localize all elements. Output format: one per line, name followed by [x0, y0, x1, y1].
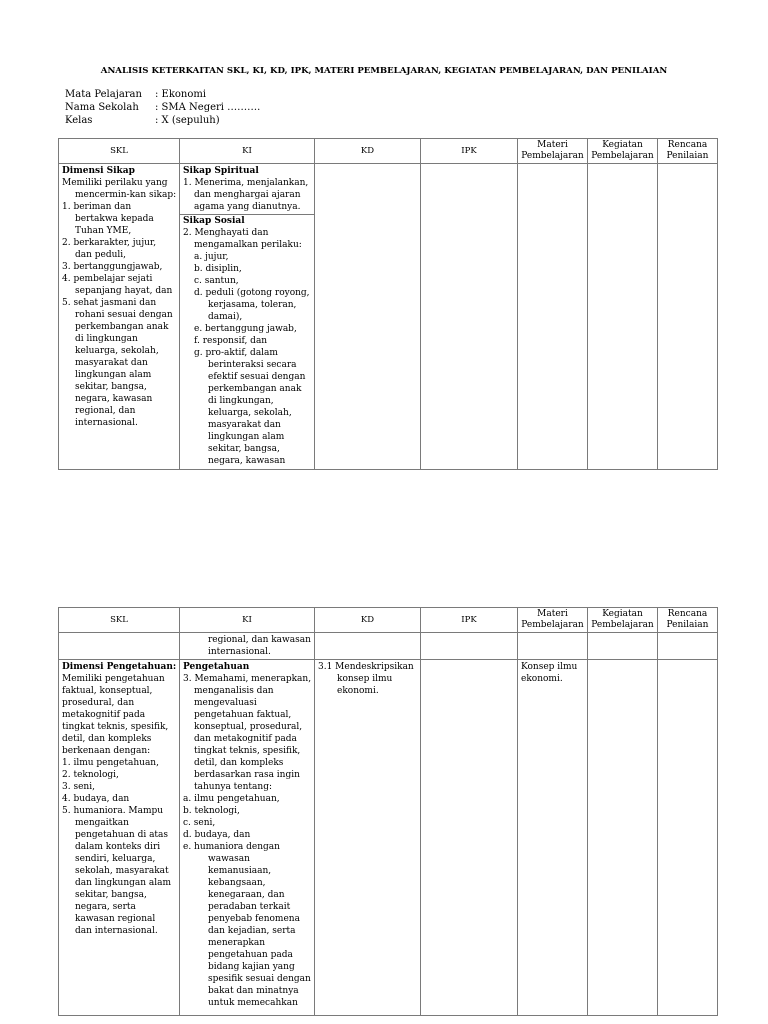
text-line: menerapkan [208, 938, 266, 948]
table-row [59, 164, 718, 470]
cell-rencana-sikap [658, 164, 718, 470]
text-line: internasional. [208, 647, 271, 657]
text-line: regional, dan [75, 406, 136, 416]
text-line: prosedural, dan [62, 698, 135, 708]
table-row [59, 660, 718, 1016]
cell-skl-sikap [59, 164, 180, 470]
text-line: ekonomi. [337, 686, 379, 696]
text-line: sekitar, bangsa, [75, 382, 147, 392]
cell-kegiatan-sikap [588, 164, 658, 470]
text-line: konseptual, prosedural, [194, 722, 303, 732]
header-ipk: IPK [421, 608, 518, 633]
text-line: 4. pembelajar sejati [62, 274, 153, 284]
text-line: efektif sesuai dengan [208, 372, 306, 382]
text-line: Dimensi Sikap [62, 166, 135, 176]
text-line: e. humaniora dengan [183, 842, 280, 852]
text-line: a. ilmu pengetahuan, [183, 794, 280, 804]
text-line: masyarakat dan [208, 420, 281, 430]
cell-ipk-cont [421, 633, 518, 660]
text-line: 3. bertanggungjawab, [62, 262, 163, 272]
meta-row [65, 101, 260, 114]
text-line: tingkat teknis, spesifik, [194, 746, 301, 756]
ki-sosial-block [180, 214, 314, 467]
header-text: Kegiatan [602, 140, 643, 150]
text-line: damai), [208, 312, 243, 322]
cell-kegiatan-pengetahuan [588, 660, 658, 1016]
cell-ki-cont [180, 633, 315, 660]
header-text: Pembelajaran [521, 620, 584, 630]
text-line: b. disiplin, [194, 264, 242, 274]
text-line: sendiri, keluarga, [75, 854, 156, 864]
text-line: Sikap Spiritual [183, 166, 259, 176]
header-text: Materi [537, 140, 568, 150]
text-line: d. peduli (gotong royong, [194, 288, 310, 298]
header-rencana [658, 139, 718, 164]
text-line: berkenaan dengan: [62, 746, 151, 756]
header-kegiatan [588, 608, 658, 633]
text-line: Dimensi Pengetahuan: [62, 662, 177, 672]
text-line: rohani sesuai dengan [75, 310, 173, 320]
text-line: kemanusiaan, [208, 866, 272, 876]
text-line: 4. budaya, dan [62, 794, 130, 804]
text-line: Tuhan YME, [75, 226, 132, 236]
meta-row [65, 88, 260, 101]
text-line: peradaban terkait [208, 902, 291, 912]
header-skl: SKL [59, 608, 180, 633]
analysis-table-2 [58, 607, 718, 1016]
cell-kd-cont [315, 633, 421, 660]
meta-label: Mata Pelajaran [65, 89, 142, 100]
text-line: bertakwa kepada [75, 214, 154, 224]
meta-row [65, 114, 260, 127]
text-line: regional, dan kawasan [208, 635, 311, 645]
text-line: dan kejadian, serta [208, 926, 296, 936]
cell-kegiatan-cont [588, 633, 658, 660]
text-line: menganalisis dan [194, 686, 274, 696]
cell-rencana-cont [658, 633, 718, 660]
text-line: g. pro-aktif, dalam [194, 348, 278, 358]
text-line: pengetahuan di atas [75, 830, 169, 840]
text-line: wawasan [208, 854, 250, 864]
text-line: 5. sehat jasmani dan [62, 298, 157, 308]
text-line: 5. humaniora. Mampu [62, 806, 164, 816]
text-line: e. bertanggung jawab, [194, 324, 297, 334]
text-line: 2. teknologi, [62, 770, 119, 780]
cell-ipk-sikap [421, 164, 518, 470]
text-line: agama yang dianutnya. [194, 202, 301, 212]
text-line: a. jujur, [194, 252, 229, 262]
text-line: dan lingkungan alam [75, 878, 172, 888]
text-line: kenegaraan, dan [208, 890, 285, 900]
document-meta [65, 88, 260, 127]
text-line: 2. berkarakter, jujur, [62, 238, 157, 248]
cell-materi-pengetahuan [518, 660, 588, 1016]
text-line: mengaitkan [75, 818, 129, 828]
header-materi [518, 139, 588, 164]
document-title: ANALISIS KETERKAITAN SKL, KI, KD, IPK, MATERI PEMBELAJARAN, KEGIATAN PEMBELAJARAN, DAN PENILAIAN [100, 66, 668, 76]
text-line: Memiliki pengetahuan [62, 674, 165, 684]
header-rencana [658, 608, 718, 633]
header-ki: KI [180, 139, 315, 164]
text-line: 3. Memahami, menerapkan, [183, 674, 312, 684]
text-line: negara, kawasan [208, 456, 286, 466]
text-line: 1. Menerima, menjalankan, [183, 178, 309, 188]
text-line: perkembangan anak [208, 384, 302, 394]
header-kd: KD [315, 608, 421, 633]
text-line: berinteraksi secara [208, 360, 297, 370]
text-line: metakognitif pada [62, 710, 146, 720]
text-line: keluarga, sekolah, [75, 346, 159, 356]
header-text: Penilaian [666, 620, 709, 630]
text-line: negara, kawasan [75, 394, 153, 404]
text-line: masyarakat dan [75, 358, 148, 368]
meta-value: : Ekonomi [155, 89, 207, 100]
text-line: c. santun, [194, 276, 239, 286]
meta-value: : X (sepuluh) [155, 115, 220, 126]
text-line: pengetahuan pada [208, 950, 293, 960]
meta-label: Kelas [65, 115, 93, 126]
text-line: spesifik sesuai dengan [208, 974, 311, 984]
meta-label: Nama Sekolah [65, 102, 139, 113]
text-line: dan peduli, [75, 250, 127, 260]
text-line: c. seni, [183, 818, 216, 828]
text-line: 1. ilmu pengetahuan, [62, 758, 159, 768]
text-line: dan metakognitif pada [194, 734, 297, 744]
text-line: keluarga, sekolah, [208, 408, 292, 418]
table-row [59, 633, 718, 660]
header-row [59, 139, 718, 164]
text-line: tingkat teknis, spesifik, [62, 722, 169, 732]
header-text: Pembelajaran [591, 620, 654, 630]
cell-ki-pengetahuan [180, 660, 315, 1016]
text-line: Konsep ilmu [521, 662, 578, 672]
meta-value: : SMA Negeri ………. [155, 102, 261, 113]
header-text: Penilaian [666, 151, 709, 161]
cell-kd-sikap [315, 164, 421, 470]
header-text: Materi [537, 609, 568, 619]
text-line: sekitar, bangsa, [75, 890, 147, 900]
header-ipk: IPK [421, 139, 518, 164]
cell-skl-pengetahuan [59, 660, 180, 1016]
text-line: mencermin-kan sikap: [75, 190, 177, 200]
text-line: b. teknologi, [183, 806, 240, 816]
cell-kd-pengetahuan [315, 660, 421, 1016]
header-text: Pembelajaran [521, 151, 584, 161]
text-line: lingkungan alam [208, 432, 285, 442]
text-line: sepanjang hayat, dan [75, 286, 173, 296]
text-line: mengamalkan perilaku: [194, 240, 302, 250]
analysis-table-1 [58, 138, 718, 470]
text-line: dan internasional. [75, 926, 158, 936]
text-line: Pengetahuan [183, 662, 250, 672]
text-line: bidang kajian yang [208, 962, 295, 972]
text-line: 3.1 Mendeskripsikan [318, 662, 414, 672]
cell-skl-cont [59, 633, 180, 660]
header-kd: KD [315, 139, 421, 164]
header-text: Kegiatan [602, 609, 643, 619]
text-line: kebangsaan, [208, 878, 266, 888]
text-line: dalam konteks diri [75, 842, 161, 852]
text-line: di lingkungan [75, 334, 138, 344]
text-line: di lingkungan, [208, 396, 274, 406]
header-kegiatan [588, 139, 658, 164]
header-text: Pembelajaran [591, 151, 654, 161]
text-line: berdasarkan rasa ingin [194, 770, 300, 780]
cell-materi-sikap [518, 164, 588, 470]
cell-rencana-pengetahuan [658, 660, 718, 1016]
text-line: ekonomi. [521, 674, 563, 684]
text-line: kawasan regional [75, 914, 156, 924]
text-line: negara, serta [75, 902, 136, 912]
text-line: bakat dan minatnya [208, 986, 299, 996]
text-line: Sikap Sosial [183, 216, 245, 226]
text-line: 2. Menghayati dan [183, 228, 269, 238]
text-line: mengevaluasi [194, 698, 257, 708]
text-line: detil, dan kompleks [194, 758, 284, 768]
text-line: perkembangan anak [75, 322, 169, 332]
header-text: Rencana [667, 609, 708, 619]
header-row [59, 608, 718, 633]
text-line: sekitar, bangsa, [208, 444, 280, 454]
text-line: d. budaya, dan [183, 830, 251, 840]
text-line: kerjasama, toleran, [208, 300, 297, 310]
text-line: 3. seni, [62, 782, 95, 792]
text-line: faktual, konseptual, [62, 686, 153, 696]
cell-materi-cont [518, 633, 588, 660]
text-line: dan menghargai ajaran [194, 190, 301, 200]
header-text: Rencana [667, 140, 708, 150]
text-line: untuk memecahkan [208, 998, 298, 1008]
text-line: internasional. [75, 418, 138, 428]
text-line: f. responsif, dan [194, 336, 268, 346]
header-ki: KI [180, 608, 315, 633]
header-materi [518, 608, 588, 633]
cell-ipk-pengetahuan [421, 660, 518, 1016]
cell-ki-sikap [180, 164, 315, 470]
text-line: lingkungan alam [75, 370, 152, 380]
text-line: 1. beriman dan [62, 202, 132, 212]
text-line: Memiliki perilaku yang [62, 178, 168, 188]
text-line: penyebab fenomena [208, 914, 300, 924]
text-line: detil, dan kompleks [62, 734, 152, 744]
text-line: sekolah, masyarakat [75, 866, 169, 876]
header-skl: SKL [59, 139, 180, 164]
text-line: tahunya tentang: [194, 782, 272, 792]
text-line: konsep ilmu [337, 674, 393, 684]
text-line: pengetahuan faktual, [194, 710, 292, 720]
